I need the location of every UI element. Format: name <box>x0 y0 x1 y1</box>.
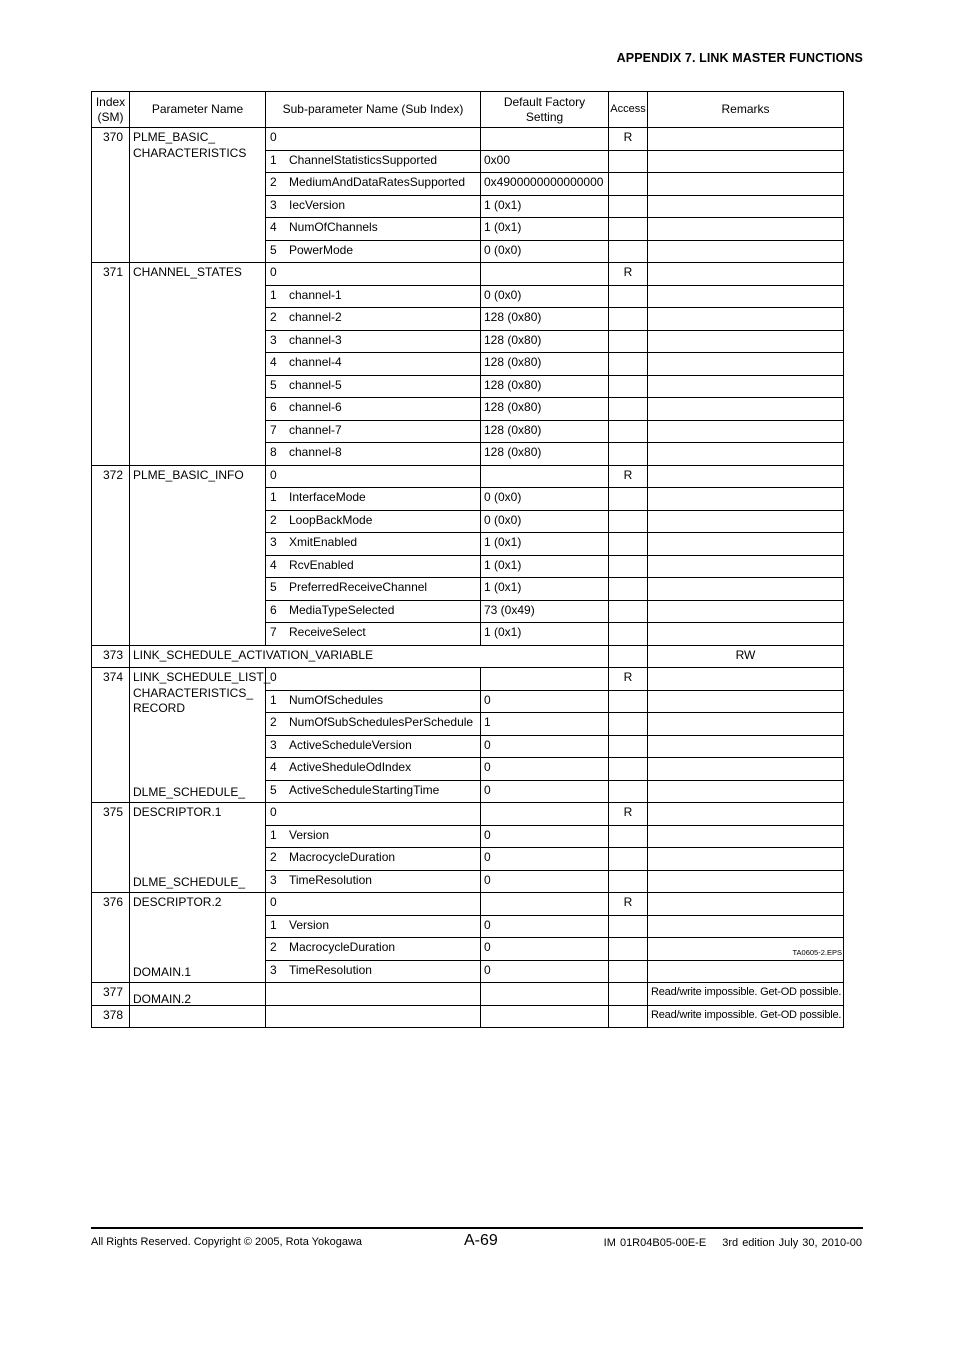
sub-index: 1 <box>270 692 277 707</box>
subparameter-cell <box>266 533 481 556</box>
sub-index: 1 <box>270 827 277 842</box>
parameter-name-continuation: DLME_SCHEDULE_ <box>133 785 246 799</box>
subparameter-cell <box>266 758 481 781</box>
sub-name: Version <box>289 917 330 932</box>
footer-doc-info <box>604 1237 862 1249</box>
remarks-cell <box>648 173 844 196</box>
parameter-name-cell <box>130 263 266 466</box>
sub-index: 1 <box>270 917 277 932</box>
sub-name: ChannelStatisticsSupported <box>289 152 438 167</box>
access-cell <box>609 510 648 533</box>
access-cell <box>609 240 648 263</box>
remarks-cell <box>648 195 844 218</box>
subparameter-cell <box>266 420 481 443</box>
parameter-name: DESCRIPTOR.2 <box>133 895 222 909</box>
parameter-name: DESCRIPTOR.1 <box>133 805 222 819</box>
access-cell <box>609 600 648 623</box>
access-cell <box>609 713 648 736</box>
index-cell: 371 <box>92 263 130 466</box>
default-cell: 0 <box>481 690 609 713</box>
sub-name: channel-1 <box>289 287 342 302</box>
access-cell <box>609 398 648 421</box>
default-cell <box>609 645 648 668</box>
sub-name: channel-8 <box>289 445 342 459</box>
index-cell: 372 <box>92 465 130 645</box>
default-cell <box>481 803 609 826</box>
sub-index: 2 <box>270 310 277 324</box>
table-row <box>92 803 844 826</box>
remarks-cell <box>648 825 844 848</box>
sub-index: 2 <box>270 715 277 729</box>
sub-index: 3 <box>270 535 277 549</box>
sub-name: channel-5 <box>289 377 342 392</box>
default-cell: 0 <box>481 735 609 758</box>
sub-name: TimeResolution <box>289 962 372 977</box>
remarks-cell <box>648 780 844 803</box>
sub-name: ActiveScheduleStartingTime <box>289 782 440 797</box>
table-row <box>92 983 844 1006</box>
sub-index: 2 <box>270 940 277 954</box>
sub-index: 3 <box>270 737 277 752</box>
access-cell <box>609 533 648 556</box>
subparameter-cell <box>266 848 481 871</box>
default-cell: 128 (0x80) <box>481 443 609 466</box>
access-cell <box>609 578 648 601</box>
sub-index: 0 <box>270 895 277 909</box>
subparameter-cell <box>266 960 481 983</box>
sub-name: ActiveSheduleOdIndex <box>289 760 412 774</box>
access-cell: R <box>609 128 648 151</box>
default-cell: 0 (0x0) <box>481 285 609 308</box>
default-cell: 0 (0x0) <box>481 240 609 263</box>
col-default-header: Default Factory Setting <box>481 92 609 128</box>
sub-name: MediaTypeSelected <box>289 602 395 617</box>
col-index-header: Index (SM) <box>92 92 130 128</box>
sub-index: 0 <box>270 265 277 279</box>
access-cell <box>609 285 648 308</box>
access-cell <box>609 308 648 331</box>
remarks-cell <box>648 555 844 578</box>
access-cell <box>609 330 648 353</box>
default-cell <box>481 1005 609 1028</box>
footer-copyright: All Rights Reserved. Copyright © 2005, Rota Yokogawa <box>91 1236 363 1248</box>
default-cell: 128 (0x80) <box>481 330 609 353</box>
parameter-name: LINK_SCHEDULE_LIST_ CHARACTERISTICS_ RECORD <box>133 670 271 715</box>
sub-index: 5 <box>270 580 277 594</box>
sub-name: PowerMode <box>289 242 354 257</box>
sub-name: NumOfSubSchedulesPerSchedule <box>289 715 474 729</box>
remarks-cell <box>648 308 844 331</box>
table-row <box>92 645 844 668</box>
default-cell <box>481 465 609 488</box>
subparameter-cell <box>266 1005 481 1028</box>
subparameter-cell <box>266 173 481 196</box>
parameter-name: PLME_BASIC_INFO <box>133 467 244 482</box>
col-subparameter-header <box>266 92 481 128</box>
remarks-cell <box>648 533 844 556</box>
sub-index: 2 <box>270 512 277 527</box>
sub-name: NumOfChannels <box>289 220 378 234</box>
sub-index: 4 <box>270 557 277 572</box>
sub-name: ReceiveSelect <box>289 625 366 639</box>
default-cell: 1 (0x1) <box>481 533 609 556</box>
remarks-cell <box>648 870 844 893</box>
default-cell: 0 <box>481 848 609 871</box>
sub-name: channel-7 <box>289 422 342 437</box>
parameter-name-cell <box>130 128 266 263</box>
sub-index: 7 <box>270 422 277 437</box>
sub-index: 0 <box>270 130 277 144</box>
access-cell: RW <box>648 645 844 668</box>
sub-index: 0 <box>270 467 277 482</box>
parameter-name-cell <box>130 983 266 1006</box>
subparameter-cell <box>266 915 481 938</box>
sub-index: 7 <box>270 625 277 639</box>
subparameter-cell <box>266 465 481 488</box>
subparameter-cell <box>266 443 481 466</box>
subparameter-cell <box>266 893 481 916</box>
col-remarks-header: Remarks <box>648 92 844 128</box>
subparameter-cell <box>266 600 481 623</box>
subparameter-cell <box>266 510 481 533</box>
sub-name: NumOfSchedules <box>289 692 384 707</box>
remarks-cell <box>648 713 844 736</box>
sub-index: 5 <box>270 242 277 257</box>
subparameter-cell <box>266 330 481 353</box>
subparameter-cell <box>266 263 481 286</box>
remarks-cell <box>648 443 844 466</box>
access-cell <box>609 623 648 646</box>
access-cell: R <box>609 465 648 488</box>
access-cell <box>609 555 648 578</box>
default-cell: 0x00 <box>481 150 609 173</box>
default-cell: 1 (0x1) <box>481 555 609 578</box>
remarks-cell: Read/write impossible. Get-OD possible. <box>648 983 844 1006</box>
access-cell <box>609 780 648 803</box>
index-cell: 377 <box>92 983 130 1006</box>
access-cell <box>609 825 648 848</box>
subparameter-cell <box>266 713 481 736</box>
parameter-name-cell <box>130 668 271 803</box>
figure-id: TA0605-2.EPS <box>792 948 842 957</box>
access-cell: R <box>609 893 648 916</box>
remarks-cell <box>648 915 844 938</box>
parameter-table <box>91 91 844 1028</box>
default-cell: 1 (0x1) <box>481 195 609 218</box>
remarks-cell <box>648 330 844 353</box>
default-cell: 0 <box>481 870 609 893</box>
footer-edition: 3rd edition July 30, 2010-00 <box>722 1237 862 1249</box>
access-cell <box>609 1005 648 1028</box>
parameter-name: CHANNEL_STATES <box>133 265 242 279</box>
access-cell <box>609 848 648 871</box>
subparameter-cell <box>266 555 481 578</box>
sub-name: TimeResolution <box>289 872 372 887</box>
subparameter-cell <box>266 218 481 241</box>
access-cell <box>609 150 648 173</box>
remarks-cell <box>648 263 844 286</box>
subparameter-cell <box>266 983 481 1006</box>
subparameter-cell <box>266 735 481 758</box>
page-number: A-69 <box>464 1232 498 1249</box>
subparameter-cell <box>266 870 481 893</box>
sub-index: 3 <box>270 872 277 887</box>
access-cell <box>609 758 648 781</box>
remarks-cell <box>648 600 844 623</box>
access-cell <box>609 735 648 758</box>
sub-name: ActiveScheduleVersion <box>289 737 412 752</box>
sub-name: InterfaceMode <box>289 490 366 504</box>
remarks-cell <box>648 960 844 983</box>
footer-rule <box>91 1227 863 1229</box>
sub-index: 1 <box>270 152 277 167</box>
subparameter-cell <box>266 285 481 308</box>
subparameter-cell <box>266 308 481 331</box>
subparameter-cell <box>266 578 481 601</box>
parameter-name-cell <box>130 645 609 668</box>
default-cell: 73 (0x49) <box>481 600 609 623</box>
section-header: APPENDIX 7. LINK MASTER FUNCTIONS <box>616 51 863 65</box>
remarks-cell <box>648 150 844 173</box>
subparameter-cell <box>266 623 481 646</box>
sub-index: 2 <box>270 175 277 189</box>
sub-index: 2 <box>270 850 277 864</box>
remarks-cell <box>648 690 844 713</box>
subparameter-cell <box>266 488 481 511</box>
sub-name: channel-2 <box>289 310 342 324</box>
access-cell: R <box>609 263 648 286</box>
subparameter-cell <box>266 195 481 218</box>
index-cell: 376 <box>92 893 130 983</box>
table-header-row <box>92 92 844 128</box>
sub-index: 1 <box>270 287 277 302</box>
default-cell: 0 <box>481 960 609 983</box>
table-row <box>92 465 844 488</box>
sub-index: 4 <box>270 220 277 234</box>
default-cell <box>481 983 609 1006</box>
index-cell: 374 <box>92 668 130 803</box>
sub-name: MacrocycleDuration <box>289 850 396 864</box>
default-cell: 0 <box>481 825 609 848</box>
access-cell <box>609 960 648 983</box>
remarks-cell <box>648 285 844 308</box>
table-row <box>92 668 844 691</box>
default-cell: 1 (0x1) <box>481 218 609 241</box>
remarks-cell <box>648 240 844 263</box>
subparameter-cell <box>266 375 481 398</box>
remarks-cell <box>648 623 844 646</box>
access-cell <box>609 488 648 511</box>
parameter-name-continuation: DLME_SCHEDULE_ <box>133 875 246 889</box>
parameter-name-continuation: DOMAIN.1 <box>133 965 192 979</box>
remarks-cell <box>648 803 844 826</box>
index-cell: 375 <box>92 803 130 893</box>
remarks-cell <box>648 375 844 398</box>
remarks-cell <box>648 758 844 781</box>
remarks-cell <box>648 848 844 871</box>
table-row <box>92 263 844 286</box>
table-body <box>92 128 844 1028</box>
parameter-name-cell <box>130 803 266 893</box>
default-cell: 128 (0x80) <box>481 375 609 398</box>
subparameter-cell <box>266 938 481 961</box>
remarks-cell <box>648 735 844 758</box>
index-cell: 370 <box>92 128 130 263</box>
remarks-cell <box>648 465 844 488</box>
subparameter-cell <box>266 690 481 713</box>
remarks-cell <box>648 510 844 533</box>
subparameter-cell <box>266 780 481 803</box>
sub-index: 0 <box>270 670 277 684</box>
access-cell <box>609 375 648 398</box>
subparameter-cell <box>266 803 481 826</box>
access-cell <box>609 870 648 893</box>
default-cell <box>481 668 609 691</box>
index-cell: 378 <box>92 1005 130 1028</box>
remarks-cell: Read/write impossible. Get-OD possible. <box>648 1005 844 1028</box>
sub-index: 4 <box>270 355 277 369</box>
sub-index: 6 <box>270 602 277 617</box>
subparameter-cell <box>266 398 481 421</box>
table-row <box>92 1005 844 1028</box>
access-cell <box>609 938 648 961</box>
sub-name: Version <box>289 827 330 842</box>
default-cell: 128 (0x80) <box>481 308 609 331</box>
sub-index: 3 <box>270 962 277 977</box>
access-cell <box>609 915 648 938</box>
default-cell <box>481 263 609 286</box>
sub-name: channel-6 <box>289 400 342 414</box>
subparameter-cell <box>266 825 481 848</box>
default-cell: 0 <box>481 938 609 961</box>
remarks-cell <box>648 398 844 421</box>
remarks-cell <box>648 353 844 376</box>
sub-index: 6 <box>270 400 277 414</box>
parameter-name-cell <box>130 1005 266 1028</box>
remarks-cell <box>648 488 844 511</box>
default-cell: 0 <box>481 780 609 803</box>
default-cell: 0 (0x0) <box>481 510 609 533</box>
parameter-name: PLME_BASIC_ CHARACTERISTICS <box>133 130 247 160</box>
sub-index: 0 <box>270 805 277 819</box>
access-cell <box>609 983 648 1006</box>
sub-name: LoopBackMode <box>289 512 373 527</box>
access-cell: R <box>609 803 648 826</box>
default-cell: 1 (0x1) <box>481 623 609 646</box>
default-cell: 128 (0x80) <box>481 353 609 376</box>
sub-name: channel-4 <box>289 355 342 369</box>
default-cell: 0 (0x0) <box>481 488 609 511</box>
default-cell: 0 <box>481 758 609 781</box>
default-cell: 0x4900000000000000 <box>481 173 609 196</box>
default-cell <box>481 128 609 151</box>
sub-name: MediumAndDataRatesSupported <box>289 175 466 189</box>
parameter-name-cell <box>130 893 266 983</box>
subparameter-cell <box>266 668 481 691</box>
sub-name: channel-3 <box>289 332 342 347</box>
table-row <box>92 128 844 151</box>
access-cell: R <box>609 668 648 691</box>
parameter-name: LINK_SCHEDULE_ACTIVATION_VARIABLE <box>133 647 374 662</box>
sub-index: 4 <box>270 760 277 774</box>
access-cell <box>609 173 648 196</box>
access-cell <box>609 690 648 713</box>
subparameter-cell <box>266 150 481 173</box>
sub-index: 8 <box>270 445 277 459</box>
sub-index: 3 <box>270 332 277 347</box>
sub-index: 3 <box>270 197 277 212</box>
index-cell: 373 <box>92 645 130 668</box>
remarks-cell <box>648 218 844 241</box>
remarks-cell <box>648 420 844 443</box>
access-cell <box>609 443 648 466</box>
col-access-header: Access <box>609 92 648 128</box>
sub-name: IecVersion <box>289 197 346 212</box>
default-cell <box>481 893 609 916</box>
default-cell: 0 <box>481 915 609 938</box>
sub-index: 5 <box>270 782 277 797</box>
sub-name: XmitEnabled <box>289 535 358 549</box>
sub-name: MacrocycleDuration <box>289 940 396 954</box>
table-row <box>92 893 844 916</box>
remarks-cell <box>648 578 844 601</box>
parameter-name: DOMAIN.2 <box>133 991 192 1006</box>
access-cell <box>609 195 648 218</box>
subparameter-cell <box>266 353 481 376</box>
subparameter-cell <box>266 128 481 151</box>
footer-doc-id: IM 01R04B05-00E-E <box>603 1237 707 1249</box>
default-cell: 1 <box>481 713 609 736</box>
sub-name: RcvEnabled <box>289 557 354 572</box>
col-parameter-header: Parameter Name <box>130 92 266 128</box>
access-cell <box>609 420 648 443</box>
sub-index: 1 <box>270 490 277 504</box>
default-cell: 128 (0x80) <box>481 398 609 421</box>
access-cell <box>609 353 648 376</box>
remarks-cell <box>648 893 844 916</box>
subparameter-cell <box>266 240 481 263</box>
sub-name: PreferredReceiveChannel <box>289 580 428 594</box>
access-cell <box>609 218 648 241</box>
sub-index: 5 <box>270 377 277 392</box>
parameter-name-cell <box>130 465 266 645</box>
remarks-cell <box>648 668 844 691</box>
remarks-cell <box>648 128 844 151</box>
default-cell: 1 (0x1) <box>481 578 609 601</box>
subparameter-header-text: Sub-parameter Name (Sub Index) <box>282 102 464 116</box>
default-cell: 128 (0x80) <box>481 420 609 443</box>
